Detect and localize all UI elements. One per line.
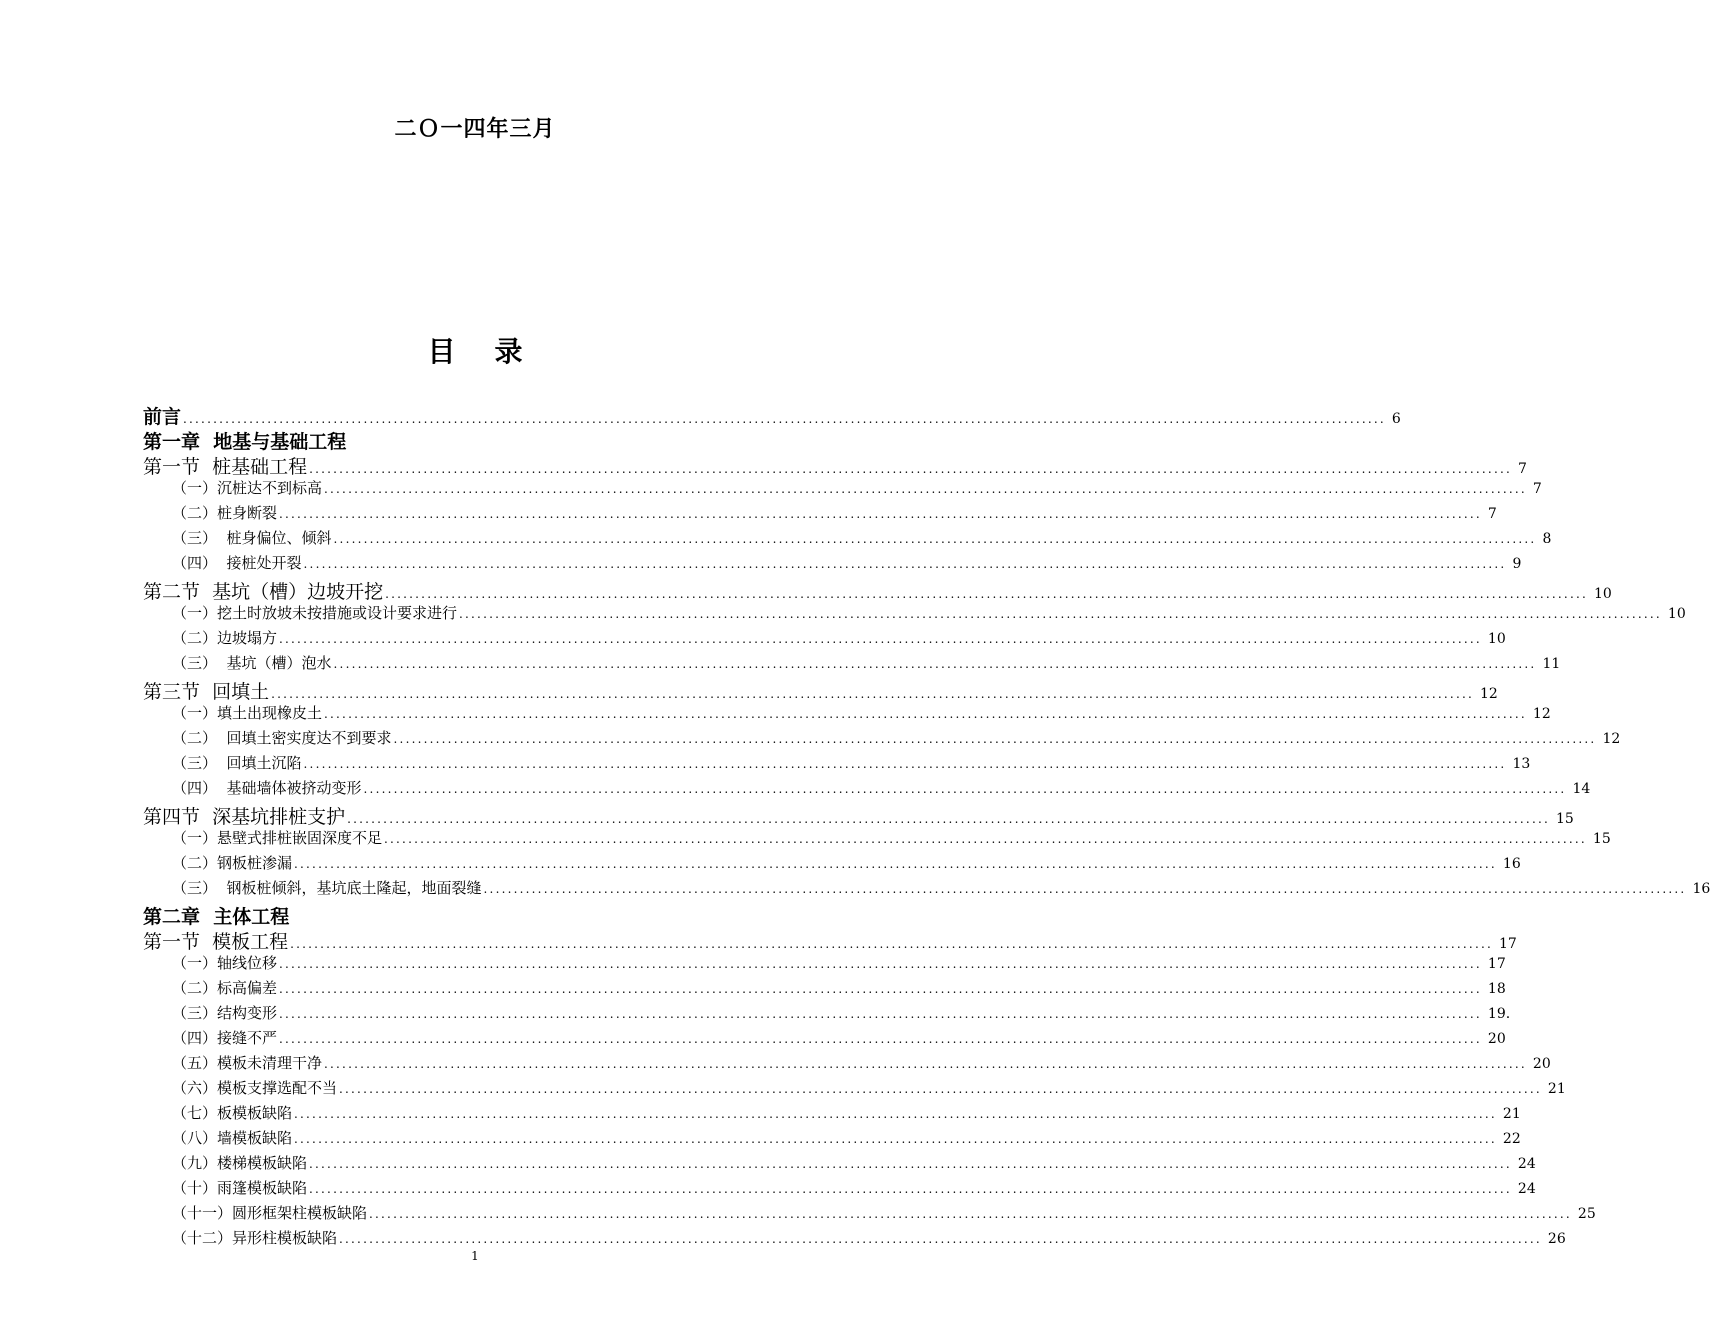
toc-entry-page: 7 bbox=[1487, 506, 1497, 522]
toc-dot-leader: ........................................................................................................................................................................................................ bbox=[294, 1107, 1497, 1121]
toc-entry-label: （九）楼梯模板缺陷 bbox=[172, 1154, 308, 1172]
toc-title: 目 录 bbox=[427, 335, 523, 368]
toc-entry[interactable] bbox=[143, 677, 1498, 704]
toc-dot-leader: ........................................................................................................................................................................................................ bbox=[309, 1182, 1512, 1196]
toc-entry-label: （四） 接桩处开裂 bbox=[172, 554, 302, 572]
toc-entry-page: 6 bbox=[1391, 411, 1401, 427]
toc-entry[interactable] bbox=[172, 952, 1506, 973]
toc-entry-page: 10 bbox=[1667, 606, 1686, 622]
toc-entry-page: 12 bbox=[1602, 731, 1621, 747]
toc-dot-leader: ........................................................................................................................................................................................................ bbox=[333, 532, 1537, 546]
toc-entry[interactable] bbox=[172, 752, 1531, 773]
toc-entry-page: 7 bbox=[1532, 481, 1542, 497]
toc-entry-label: 第二节 基坑（槽）边坡开挖 bbox=[143, 581, 384, 603]
toc-entry[interactable] bbox=[172, 827, 1611, 848]
toc-dot-leader: ........................................................................................................................................................................................................ bbox=[324, 707, 1527, 721]
toc-entry[interactable] bbox=[172, 552, 1522, 573]
toc-entry[interactable] bbox=[143, 802, 1574, 829]
toc-entry-page: 11 bbox=[1542, 656, 1561, 672]
toc-entry-page: 22 bbox=[1502, 1131, 1521, 1147]
toc-dot-leader: ........................................................................................................................................................................................................ bbox=[324, 1057, 1527, 1071]
toc-entry-page: 10 bbox=[1487, 631, 1506, 647]
toc-entry-page: 14 bbox=[1572, 781, 1591, 797]
toc-entry-page: 15 bbox=[1592, 831, 1611, 847]
toc-entry-label: （五）模板未清理干净 bbox=[172, 1054, 323, 1072]
toc-entry-page: 21 bbox=[1502, 1106, 1521, 1122]
toc-entry-page: 12 bbox=[1532, 706, 1551, 722]
toc-entry-label: （十二）异形柱模板缺陷 bbox=[172, 1229, 338, 1247]
toc-entry[interactable] bbox=[172, 527, 1552, 548]
toc-entry-label: 前言 bbox=[143, 406, 182, 428]
toc-entry[interactable] bbox=[172, 727, 1621, 748]
toc-entry-label: （四） 基础墙体被挤动变形 bbox=[172, 779, 362, 797]
toc-entry-label: 第三节 回填土 bbox=[143, 681, 270, 703]
toc-dot-leader: ........................................................................................................................................................................................................ bbox=[303, 757, 1507, 771]
toc-dot-leader: ........................................................................................................................................................................................................ bbox=[369, 1207, 1572, 1221]
toc-entry[interactable] bbox=[143, 427, 822, 454]
toc-entry[interactable] bbox=[172, 502, 1497, 523]
toc-dot-leader: ........................................................................................................................................................................................................ bbox=[279, 632, 1482, 646]
toc-entry-page: 15 bbox=[1555, 811, 1574, 827]
toc-entry-page: 21 bbox=[1547, 1081, 1566, 1097]
toc-entry-page: 19. bbox=[1487, 1006, 1511, 1022]
toc-entry[interactable] bbox=[172, 477, 1542, 498]
toc-entry[interactable] bbox=[172, 1227, 1566, 1248]
toc-dot-leader: ........................................................................................................................................................................................................ bbox=[324, 482, 1527, 496]
toc-entry-page: 17 bbox=[1498, 936, 1517, 952]
toc-entry[interactable] bbox=[172, 977, 1506, 998]
page-number: 1 bbox=[471, 1249, 479, 1263]
toc-entry[interactable] bbox=[172, 1152, 1536, 1173]
toc-dot-leader: ........................................................................................................................................................................................................ bbox=[459, 607, 1662, 621]
toc-dot-leader: ........................................................................................................................................................................................................ bbox=[279, 507, 1482, 521]
toc-dot-leader: ........................................................................................................................................................................................................ bbox=[339, 1232, 1542, 1246]
toc-entry-label: （二）钢板桩渗漏 bbox=[172, 854, 293, 872]
toc-entry-label: （三）结构变形 bbox=[172, 1004, 278, 1022]
toc-entry-page: 9 bbox=[1512, 556, 1522, 572]
toc-entry-label: （七）板模板缺陷 bbox=[172, 1104, 293, 1122]
toc-dot-leader: ........................................................................................................................................................................................................ bbox=[294, 857, 1497, 871]
toc-entry[interactable] bbox=[172, 1027, 1506, 1048]
toc-entry[interactable] bbox=[172, 852, 1521, 873]
toc-entry[interactable] bbox=[172, 1102, 1521, 1123]
toc-entry[interactable] bbox=[172, 702, 1551, 723]
toc-entry-label: （一）填土出现橡皮土 bbox=[172, 704, 323, 722]
toc-dot-leader: ........................................................................................................................................................................................................ bbox=[339, 1082, 1542, 1096]
toc-dot-leader: ........................................................................................................................................................................................................ bbox=[279, 1007, 1482, 1021]
toc-entry[interactable] bbox=[172, 1002, 1511, 1023]
toc-dot-leader: ........................................................................................................................................................................................................ bbox=[384, 832, 1587, 846]
toc-entry-label: （三） 钢板桩倾斜，基坑底土隆起，地面裂缝 bbox=[172, 879, 482, 897]
toc-entry[interactable] bbox=[172, 877, 1710, 898]
toc-entry[interactable] bbox=[143, 452, 1527, 479]
toc-entry-page: 26 bbox=[1547, 1231, 1566, 1247]
toc-entry-label: （一）沉桩达不到标高 bbox=[172, 479, 323, 497]
toc-entry-label: （二）桩身断裂 bbox=[172, 504, 278, 522]
toc-entry-page: 25 bbox=[1577, 1206, 1596, 1222]
toc-entry-label: （三） 基坑（槽）泡水 bbox=[172, 654, 332, 672]
toc-entry-label: （二） 回填土密实度达不到要求 bbox=[172, 729, 392, 747]
toc-entry[interactable] bbox=[143, 902, 822, 929]
toc-entry-label: （一）挖土时放坡未按措施或设计要求进行 bbox=[172, 604, 458, 622]
toc-entry-label: 第一节 桩基础工程 bbox=[143, 456, 308, 478]
toc-dot-leader: ........................................................................................................................................................................................................ bbox=[347, 812, 1550, 826]
toc-dot-leader: ........................................................................................................................................................................................................ bbox=[393, 732, 1597, 746]
toc-dot-leader: ........................................................................................................................................................................................................ bbox=[279, 982, 1482, 996]
toc-entry-page: 12 bbox=[1479, 686, 1498, 702]
toc-entry-page: 13 bbox=[1512, 756, 1531, 772]
toc-entry-page: 8 bbox=[1542, 531, 1552, 547]
toc-entry-label: （一）悬壁式排桩嵌固深度不足 bbox=[172, 829, 383, 847]
toc-entry-label: （一）轴线位移 bbox=[172, 954, 278, 972]
toc-entry-label: （八）墙模板缺陷 bbox=[172, 1129, 293, 1147]
toc-entry[interactable] bbox=[143, 402, 1401, 429]
toc-entry[interactable] bbox=[172, 1202, 1596, 1223]
toc-dot-leader: ........................................................................................................................................................................................................ bbox=[309, 462, 1512, 476]
toc-dot-leader: ........................................................................................................................................................................................................ bbox=[183, 412, 1386, 426]
toc-dot-leader: ........................................................................................................................................................................................................ bbox=[309, 1157, 1512, 1171]
toc-entry[interactable] bbox=[143, 577, 1612, 604]
toc-entry-label: 第四节 深基坑排桩支护 bbox=[143, 806, 346, 828]
toc-entry-page: 20 bbox=[1532, 1056, 1551, 1072]
toc-entry-page: 7 bbox=[1517, 461, 1527, 477]
toc-entry-label: （六）模板支撑选配不当 bbox=[172, 1079, 338, 1097]
toc-dot-leader: ........................................................................................................................................................................................................ bbox=[290, 937, 1493, 951]
toc-entry[interactable] bbox=[172, 1127, 1521, 1148]
toc-entry-page: 18 bbox=[1487, 981, 1506, 997]
toc-entry-page: 16 bbox=[1502, 856, 1521, 872]
toc-entry-label: 第一章 地基与基础工程 bbox=[143, 431, 347, 453]
toc-entry[interactable] bbox=[172, 1177, 1536, 1198]
toc-entry[interactable] bbox=[172, 1077, 1566, 1098]
toc-entry[interactable] bbox=[172, 777, 1591, 798]
toc-dot-leader: ........................................................................................................................................................................................................ bbox=[279, 1032, 1482, 1046]
toc-entry[interactable] bbox=[172, 652, 1561, 673]
toc-dot-leader: ........................................................................................................................................................................................................ bbox=[483, 882, 1687, 896]
toc-entry-page: 17 bbox=[1487, 956, 1506, 972]
toc-entry-page: 24 bbox=[1517, 1181, 1536, 1197]
toc-dot-leader: ........................................................................................................................................................................................................ bbox=[363, 782, 1567, 796]
toc-entry-label: （二）标高偏差 bbox=[172, 979, 278, 997]
toc-entry-page: 10 bbox=[1593, 586, 1612, 602]
toc-entry-label: （三） 回填土沉陷 bbox=[172, 754, 302, 772]
toc-dot-leader: ........................................................................................................................................................................................................ bbox=[303, 557, 1507, 571]
toc-entry[interactable] bbox=[143, 927, 1517, 954]
toc-entry-label: 第二章 主体工程 bbox=[143, 906, 290, 928]
toc-entry-page: 16 bbox=[1692, 881, 1710, 897]
toc-entry-label: 第一节 模板工程 bbox=[143, 931, 289, 953]
date-line: 二Ｏ一四年三月 bbox=[394, 117, 556, 142]
toc-entry-page: 24 bbox=[1517, 1156, 1536, 1172]
toc-dot-leader: ........................................................................................................................................................................................................ bbox=[385, 587, 1588, 601]
toc-dot-leader: ........................................................................................................................................................................................................ bbox=[294, 1132, 1497, 1146]
toc-dot-leader: ........................................................................................................................................................................................................ bbox=[279, 957, 1482, 971]
toc-entry-label: （二）边坡塌方 bbox=[172, 629, 278, 647]
toc-entry[interactable] bbox=[172, 627, 1506, 648]
toc-entry[interactable] bbox=[172, 1052, 1551, 1073]
toc-dot-leader: ........................................................................................................................................................................................................ bbox=[271, 687, 1474, 701]
toc-entry-label: （四）接缝不严 bbox=[172, 1029, 278, 1047]
toc-dot-leader: ........................................................................................................................................................................................................ bbox=[333, 657, 1537, 671]
toc-entry-label: （三） 桩身偏位、倾斜 bbox=[172, 529, 332, 547]
toc-entry-label: （十一）圆形框架柱模板缺陷 bbox=[172, 1204, 368, 1222]
toc-entry-label: （十）雨篷模板缺陷 bbox=[172, 1179, 308, 1197]
toc-entry[interactable] bbox=[172, 602, 1686, 623]
toc-entry-page: 20 bbox=[1487, 1031, 1506, 1047]
